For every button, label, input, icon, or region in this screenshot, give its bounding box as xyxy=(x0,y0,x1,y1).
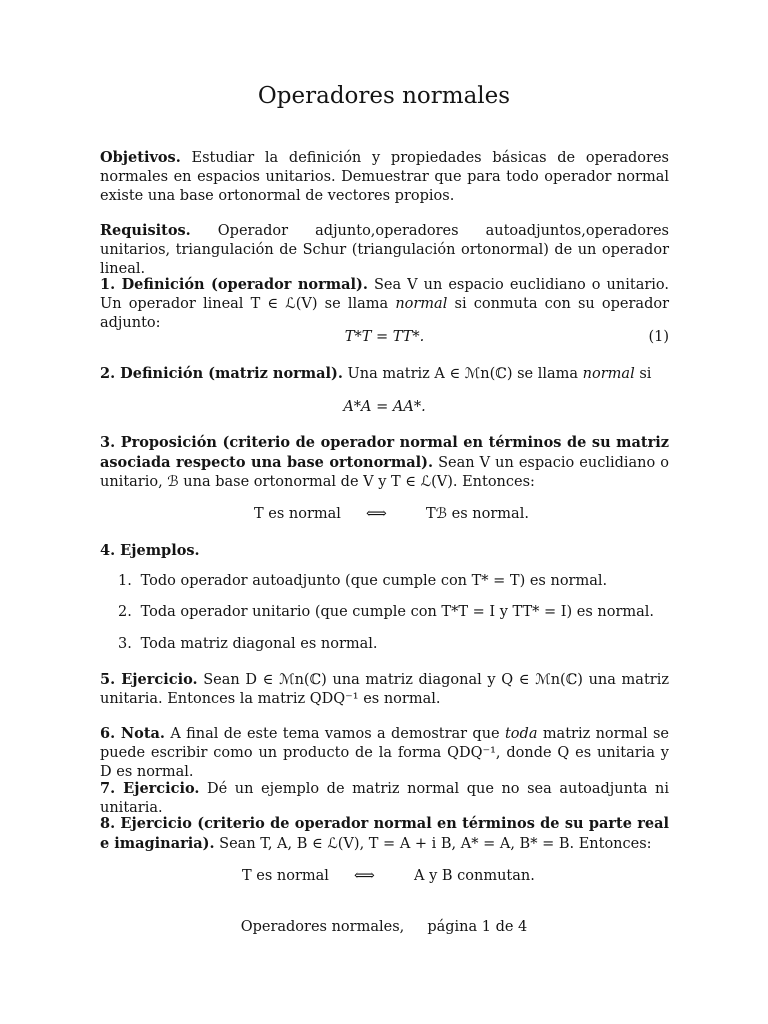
equation-1-row xyxy=(100,328,669,347)
equation-1: T*T = TT*. xyxy=(344,329,425,345)
definition-1-emphasis: normal xyxy=(395,296,448,312)
list-item-number: 1. xyxy=(118,573,132,589)
definition-2-text-b: si xyxy=(639,366,652,382)
proposition-3-text: Sean V un espacio euclidiano o unitario, ℬ una base ortonormal de V y T ∈ ℒ(V). Entonces: xyxy=(100,455,670,490)
iff-arrow-icon: ⟺ xyxy=(354,868,375,884)
list-item-text: Toda matriz diagonal es normal. xyxy=(140,636,378,652)
definition-matriz-normal xyxy=(100,364,669,384)
list-item xyxy=(118,635,669,654)
proposition-3 xyxy=(100,433,669,492)
exercise-8-right: A y B conmutan. xyxy=(414,868,535,884)
exercise-7 xyxy=(100,779,669,818)
list-item-text: Todo operador autoadjunto (que cumple con T* = T) es normal. xyxy=(140,573,608,589)
definition-2-label: 2. Definición (matriz normal). xyxy=(100,365,343,382)
equation-2-row xyxy=(100,398,669,417)
exercise-5-label: 5. Ejercicio. xyxy=(100,671,198,688)
equation-2: A*A = AA*. xyxy=(343,399,426,415)
note-6-emphasis: toda xyxy=(504,726,538,742)
exercise-5-text: Sean D ∈ ℳn(ℂ) una matriz diagonal y Q ∈ ℳn(ℂ) una matriz unitaria. Entonces la matriz QDQ⁻¹ es normal. xyxy=(100,672,669,707)
proposition-3-right: Tℬ es normal. xyxy=(426,506,529,522)
definition-2-emphasis: normal xyxy=(582,366,635,382)
definition-operador-normal xyxy=(100,275,669,333)
definition-2-text-a: Una matriz A ∈ ℳn(ℂ) se llama xyxy=(347,366,579,382)
exercise-7-text: Dé un ejemplo de matriz normal que no sea autoadjunta ni unitaria. xyxy=(100,781,669,816)
definition-1-text-a: Sea V un espacio euclidiano o unitario. Un operador lineal T ∈ ℒ(V) se llama xyxy=(100,277,669,312)
definition-1-text-b: si conmuta con su operador adjunto: xyxy=(100,296,670,331)
examples-label: 4. Ejemplos. xyxy=(100,542,200,559)
list-item xyxy=(118,572,669,591)
list-item-text: Toda operador unitario (que cumple con T*T = I y TT* = I) es normal. xyxy=(140,604,655,620)
list-item-number: 3. xyxy=(118,636,132,652)
exercise-8-label: 8. Ejercicio (criterio de operador normal en términos de su parte real e imaginaria). xyxy=(100,815,669,852)
requisitos-label: Requisitos. xyxy=(100,222,191,239)
footer-doc-title: Operadores normales, xyxy=(240,919,405,935)
note-6-label: 6. Nota. xyxy=(100,725,165,742)
definition-1-label: 1. Definición (operador normal). xyxy=(100,276,368,293)
note-6-text-b: matriz normal se puede escribir como un producto de la forma QDQ⁻¹, donde Q es unitaria y D es normal. xyxy=(100,726,669,780)
page-footer xyxy=(0,918,768,937)
note-6 xyxy=(100,724,669,782)
page-number: página 1 de 4 xyxy=(427,919,528,935)
exercise-8-left: T es normal xyxy=(242,868,329,884)
requisitos-text: Operador adjunto,operadores autoadjuntos,operadores unitarios, triangulación de Schur (triangulación ortonormal) de un operador lineal. xyxy=(100,223,669,277)
proposition-3-left: T es normal xyxy=(254,506,341,522)
note-6-text-a: A final de este tema vamos a demostrar que xyxy=(170,726,500,742)
list-item xyxy=(118,603,669,622)
objetivos-text: Estudiar la definición y propiedades básicas de operadores normales en espacios unitarios. Demuestrar que para todo operador normal existe una base ortonormal de vectores propios. xyxy=(100,150,669,204)
examples-heading xyxy=(100,541,669,561)
requisitos-paragraph xyxy=(100,221,669,279)
page-title: Operadores normales xyxy=(257,83,511,109)
equation-1-number: (1) xyxy=(648,329,669,345)
list-item-number: 2. xyxy=(118,604,132,620)
exercise-7-label: 7. Ejercicio. xyxy=(100,780,200,797)
iff-arrow-icon: ⟺ xyxy=(366,506,387,522)
proposition-3-label: 3. Proposición (criterio de operador normal en términos de su matriz asociada respecto una base ortonormal). xyxy=(100,434,669,471)
exercise-5 xyxy=(100,670,669,709)
exercise-8 xyxy=(100,814,669,854)
objetivos-paragraph xyxy=(100,148,669,206)
objetivos-label: Objetivos. xyxy=(100,149,181,166)
exercise-8-text: Sean T, A, B ∈ ℒ(V), T = A + i B, A* = A, B* = B. Entonces: xyxy=(219,836,652,852)
